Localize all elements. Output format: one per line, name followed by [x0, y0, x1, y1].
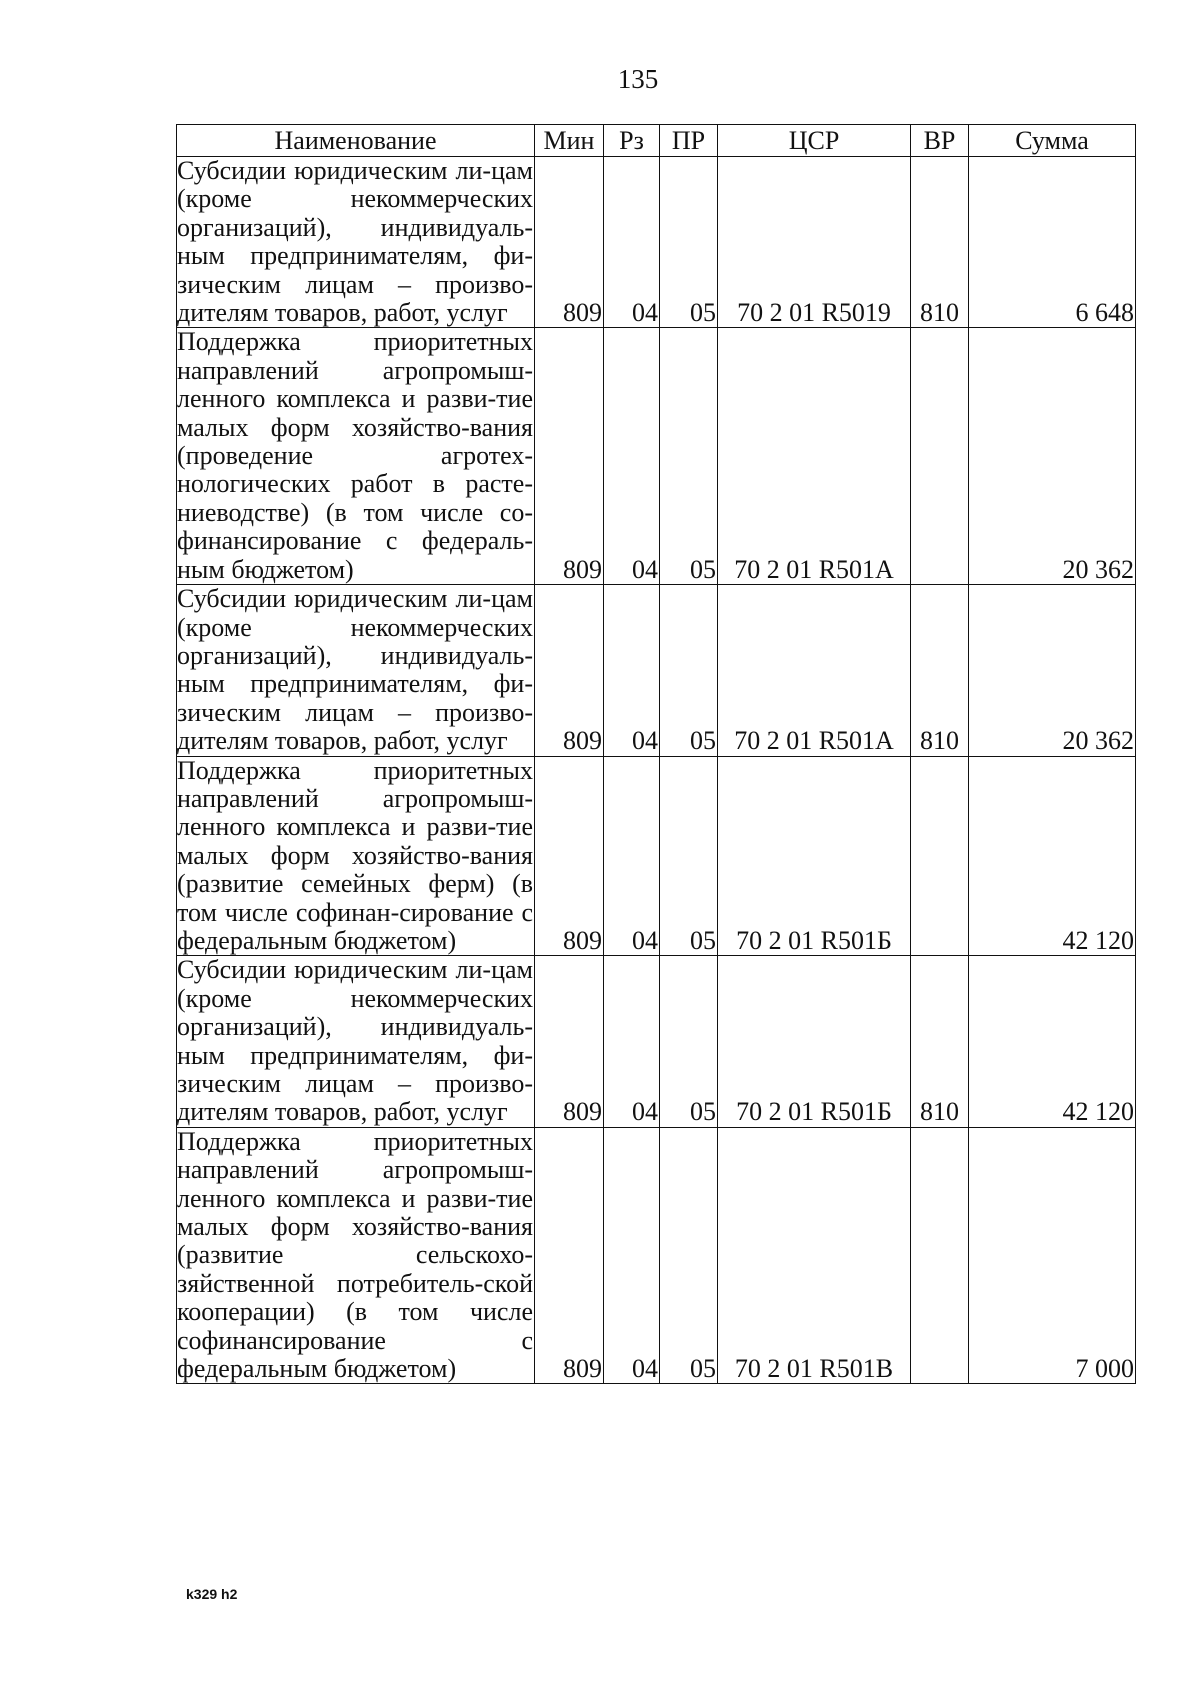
row-name: Субсидии юридическим ли-цам (кроме некоммерческих организаций), индивидуаль-ным предпринимателям, фи-зическим лицам – произво-дителям товаров, работ, услуг	[177, 156, 533, 328]
page-number: 135	[617, 64, 659, 94]
header-name: Наименование	[177, 125, 535, 157]
row-rz: 04	[604, 328, 660, 585]
table-row	[177, 756, 1136, 956]
row-vr	[911, 328, 969, 585]
row-pr: 05	[660, 585, 718, 756]
row-rz: 04	[604, 756, 660, 956]
row-min: 809	[535, 956, 604, 1127]
row-min: 809	[535, 328, 604, 585]
table-row	[177, 157, 1136, 328]
row-pr: 05	[660, 157, 718, 328]
table-row	[177, 1127, 1136, 1384]
row-sum: 42 120	[969, 756, 1136, 956]
header-min: Мин	[535, 125, 604, 157]
row-vr: 810	[911, 956, 969, 1127]
row-min: 809	[535, 1127, 604, 1384]
row-rz: 04	[604, 157, 660, 328]
row-rz: 04	[604, 1127, 660, 1384]
table-body	[177, 157, 1136, 1384]
header-rz: Рз	[604, 125, 660, 157]
row-rz: 04	[604, 956, 660, 1127]
row-csr: 70 2 01 R501В	[718, 1127, 911, 1384]
row-pr: 05	[660, 956, 718, 1127]
header-vr: ВР	[911, 125, 969, 157]
row-sum: 6 648	[969, 157, 1136, 328]
row-vr: 810	[911, 157, 969, 328]
row-sum: 20 362	[969, 585, 1136, 756]
budget-table	[176, 124, 1136, 1384]
row-vr	[911, 756, 969, 956]
row-sum: 7 000	[969, 1127, 1136, 1384]
row-csr: 70 2 01 R501А	[718, 585, 911, 756]
header-row	[177, 125, 1136, 157]
table-row	[177, 956, 1136, 1127]
table-header	[177, 125, 1136, 157]
row-rz: 04	[604, 585, 660, 756]
row-min: 809	[535, 756, 604, 956]
row-min: 809	[535, 157, 604, 328]
row-min: 809	[535, 585, 604, 756]
row-vr	[911, 1127, 969, 1384]
row-csr: 70 2 01 R501Б	[718, 956, 911, 1127]
header-sum: Сумма	[969, 125, 1136, 157]
row-csr: 70 2 01 R501А	[718, 328, 911, 585]
row-name: Поддержка приоритетных направлений агропромыш-ленного комплекса и разви-тие малых форм хозяйство-вания (развитие сельскохо-зяйственной потребитель-ской кооперации) (в том числе софинансирование с федеральным бюджетом)	[177, 1126, 533, 1384]
row-vr: 810	[911, 585, 969, 756]
row-pr: 05	[660, 1127, 718, 1384]
row-csr: 70 2 01 R501Б	[718, 756, 911, 956]
row-sum: 42 120	[969, 956, 1136, 1127]
document-code: k329 h2	[186, 1586, 238, 1602]
row-pr: 05	[660, 328, 718, 585]
header-csr: ЦСР	[718, 125, 911, 157]
table-row	[177, 328, 1136, 585]
row-pr: 05	[660, 756, 718, 956]
row-sum: 20 362	[969, 328, 1136, 585]
row-csr: 70 2 01 R5019	[718, 157, 911, 328]
header-pr: ПР	[660, 125, 718, 157]
row-name: Поддержка приоритетных направлений агропромыш-ленного комплекса и разви-тие малых форм хозяйство-вания (развитие семейных ферм) (в том числе софинан-сирование с федеральным бюджетом)	[177, 755, 533, 955]
row-name: Субсидии юридическим ли-цам (кроме некоммерческих организаций), индивидуаль-ным предпринимателям, фи-зическим лицам – произво-дителям товаров, работ, услуг	[177, 584, 533, 756]
table-row	[177, 585, 1136, 756]
row-name: Субсидии юридическим ли-цам (кроме некоммерческих организаций), индивидуаль-ным предпринимателям, фи-зическим лицам – произво-дителям товаров, работ, услуг	[177, 955, 533, 1127]
row-name: Поддержка приоритетных направлений агропромыш-ленного комплекса и разви-тие малых форм хозяйство-вания (проведение агротех-нологических работ в расте-ниеводстве) (в том числе со-финансирование с федераль-ным бюджетом)	[177, 327, 533, 584]
